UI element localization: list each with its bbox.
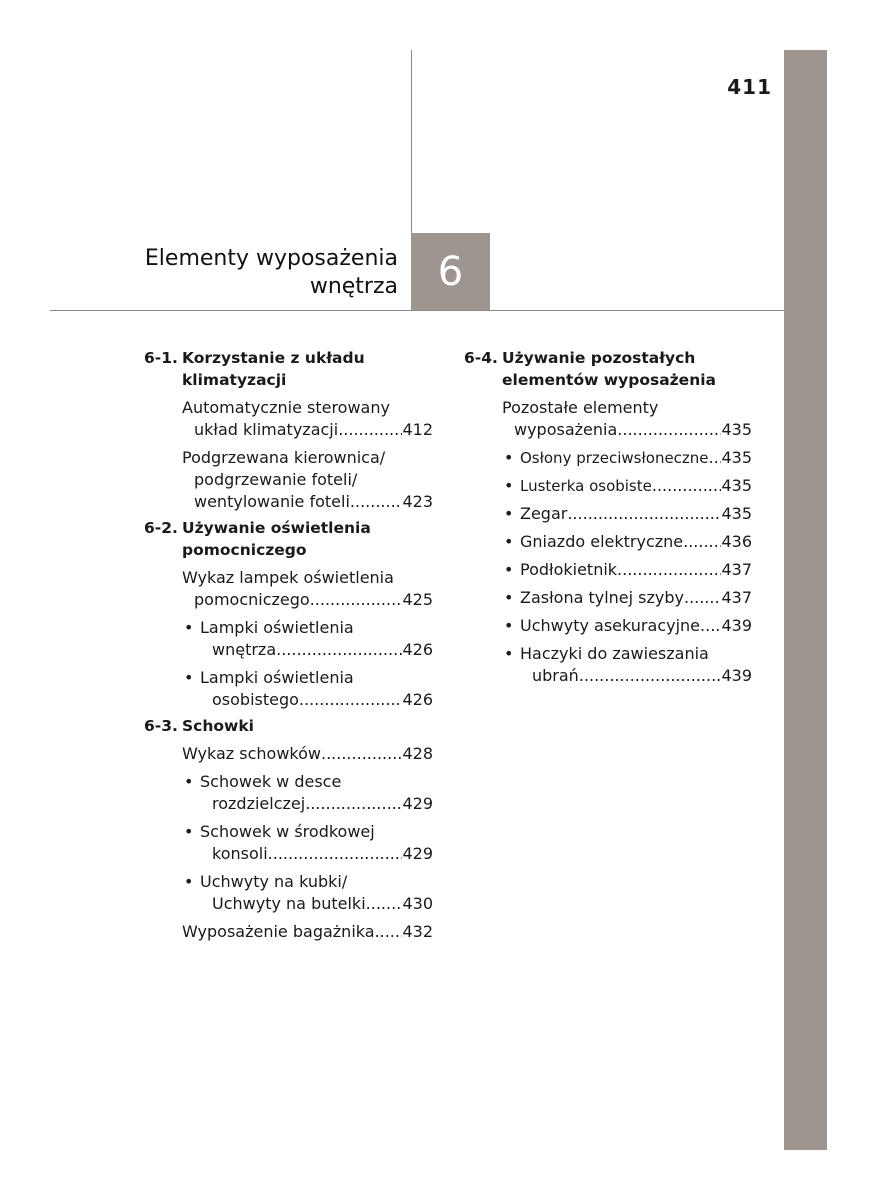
entry-text: • Uchwyty asekuracyjne <box>520 616 701 635</box>
heading-title: elementów wyposażenia <box>502 371 717 389</box>
toc-entry[interactable] <box>502 397 752 441</box>
toc-bullet-entry[interactable] <box>184 871 433 915</box>
page-ref: 426 <box>402 640 433 659</box>
entry-text: • Gniazdo elektryczne <box>520 532 684 551</box>
section-title-line1: Elementy wyposażenia <box>144 246 398 271</box>
toc-heading-6-4[interactable] <box>464 347 752 391</box>
toc-bullet-entry[interactable] <box>504 503 752 525</box>
toc-bullet-entry[interactable] <box>504 559 752 581</box>
heading-number: 6-4. <box>464 349 498 367</box>
page-ref: 437 <box>721 588 752 607</box>
entry-text: układ klimatyzacji <box>194 420 339 439</box>
toc-entry[interactable] <box>182 447 433 513</box>
entry-text: pomocniczego <box>194 590 310 609</box>
toc-bullet-entry[interactable] <box>504 643 752 687</box>
heading-title: Schowki <box>182 717 254 735</box>
page-number: 411 <box>727 75 772 99</box>
entry-text: • Lampki oświetlenia <box>200 668 354 687</box>
page-ref: 428 <box>402 744 433 763</box>
heading-title: Używanie oświetlenia <box>182 519 371 537</box>
page-ref: 432 <box>402 922 433 941</box>
entry-text: konsoli <box>212 844 268 863</box>
entry-text: ubrań <box>532 666 579 685</box>
page-ref: 426 <box>402 690 433 709</box>
entry-text: Uchwyty na butelki <box>212 894 366 913</box>
page-ref: 439 <box>721 666 752 685</box>
page-ref: 439 <box>721 616 752 635</box>
toc-entry[interactable] <box>182 397 433 441</box>
horizontal-divider <box>50 310 784 311</box>
entry-text: osobistego <box>212 690 299 709</box>
side-thumb-tab <box>784 50 827 1150</box>
section-title <box>145 245 398 301</box>
page-ref: 435 <box>721 420 752 439</box>
page-ref: 423 <box>402 492 433 511</box>
entry-text: • Schowek w desce <box>200 772 342 791</box>
entry-text: wnętrza <box>212 640 277 659</box>
toc-bullet-entry[interactable] <box>504 531 752 553</box>
entry-text: • Uchwyty na kubki/ <box>200 872 348 891</box>
entry-text: wyposażenia <box>514 420 618 439</box>
toc-bullet-entry[interactable] <box>184 771 433 815</box>
entry-text: • Podłokietnik <box>520 560 618 579</box>
heading-number: 6-1. <box>144 349 178 367</box>
page-ref: 425 <box>402 590 433 609</box>
entry-text: Automatycznie sterowany <box>182 398 390 417</box>
toc-entry[interactable] <box>182 921 433 943</box>
entry-text: • Haczyki do zawieszania <box>520 644 709 663</box>
section-title-line2: wnętrza <box>309 274 398 299</box>
entry-text: • Zegar <box>520 504 568 523</box>
toc-entry[interactable] <box>182 567 433 611</box>
page-ref: 435 <box>721 448 752 467</box>
page-ref: 435 <box>721 476 752 495</box>
entry-text: Wykaz lampek oświetlenia <box>182 568 394 587</box>
toc-heading-6-2[interactable] <box>144 517 433 561</box>
entry-text: • Osłony przeciwsłoneczne <box>520 449 709 467</box>
page-ref: 412 <box>402 420 433 439</box>
chapter-number-badge: 6 <box>411 233 490 310</box>
page-ref: 429 <box>402 844 433 863</box>
toc-heading-6-1[interactable] <box>144 347 433 391</box>
entry-text: rozdzielczej <box>212 794 306 813</box>
entry-text: Wyposażenie bagażnika <box>182 922 375 941</box>
page-ref: 430 <box>402 894 433 913</box>
entry-text: • Lampki oświetlenia <box>200 618 354 637</box>
entry-text: • Schowek w środkowej <box>200 822 375 841</box>
entry-text: wentylowanie foteli <box>194 492 350 511</box>
toc-entry[interactable] <box>182 743 433 765</box>
heading-title: pomocniczego <box>182 541 307 559</box>
toc-heading-6-3[interactable] <box>144 715 433 737</box>
heading-number: 6-3. <box>144 717 178 735</box>
page-ref: 435 <box>721 504 752 523</box>
toc-bullet-entry[interactable] <box>184 667 433 711</box>
toc-bullet-entry[interactable] <box>184 617 433 661</box>
toc-bullet-entry[interactable] <box>504 587 752 609</box>
page-ref: 429 <box>402 794 433 813</box>
toc-bullet-entry[interactable] <box>504 447 752 469</box>
entry-text: • Zasłona tylnej szyby <box>520 588 684 607</box>
page-ref: 437 <box>721 560 752 579</box>
entry-text: podgrzewanie foteli/ <box>194 470 358 489</box>
page-ref: 436 <box>721 532 752 551</box>
toc-bullet-entry[interactable] <box>184 821 433 865</box>
heading-number: 6-2. <box>144 519 178 537</box>
toc-right-column <box>464 347 752 687</box>
toc-left-column <box>144 347 433 943</box>
toc-bullet-entry[interactable] <box>504 475 752 497</box>
heading-title: Używanie pozostałych <box>502 349 696 367</box>
toc-bullet-entry[interactable] <box>504 615 752 637</box>
entry-text: Podgrzewana kierownica/ <box>182 448 386 467</box>
heading-title: Korzystanie z układu klimatyzacji <box>182 349 365 389</box>
entry-text: Wykaz schowków <box>182 744 321 763</box>
entry-text: • Lusterka osobiste <box>520 477 652 495</box>
entry-text: Pozostałe elementy <box>502 398 659 417</box>
